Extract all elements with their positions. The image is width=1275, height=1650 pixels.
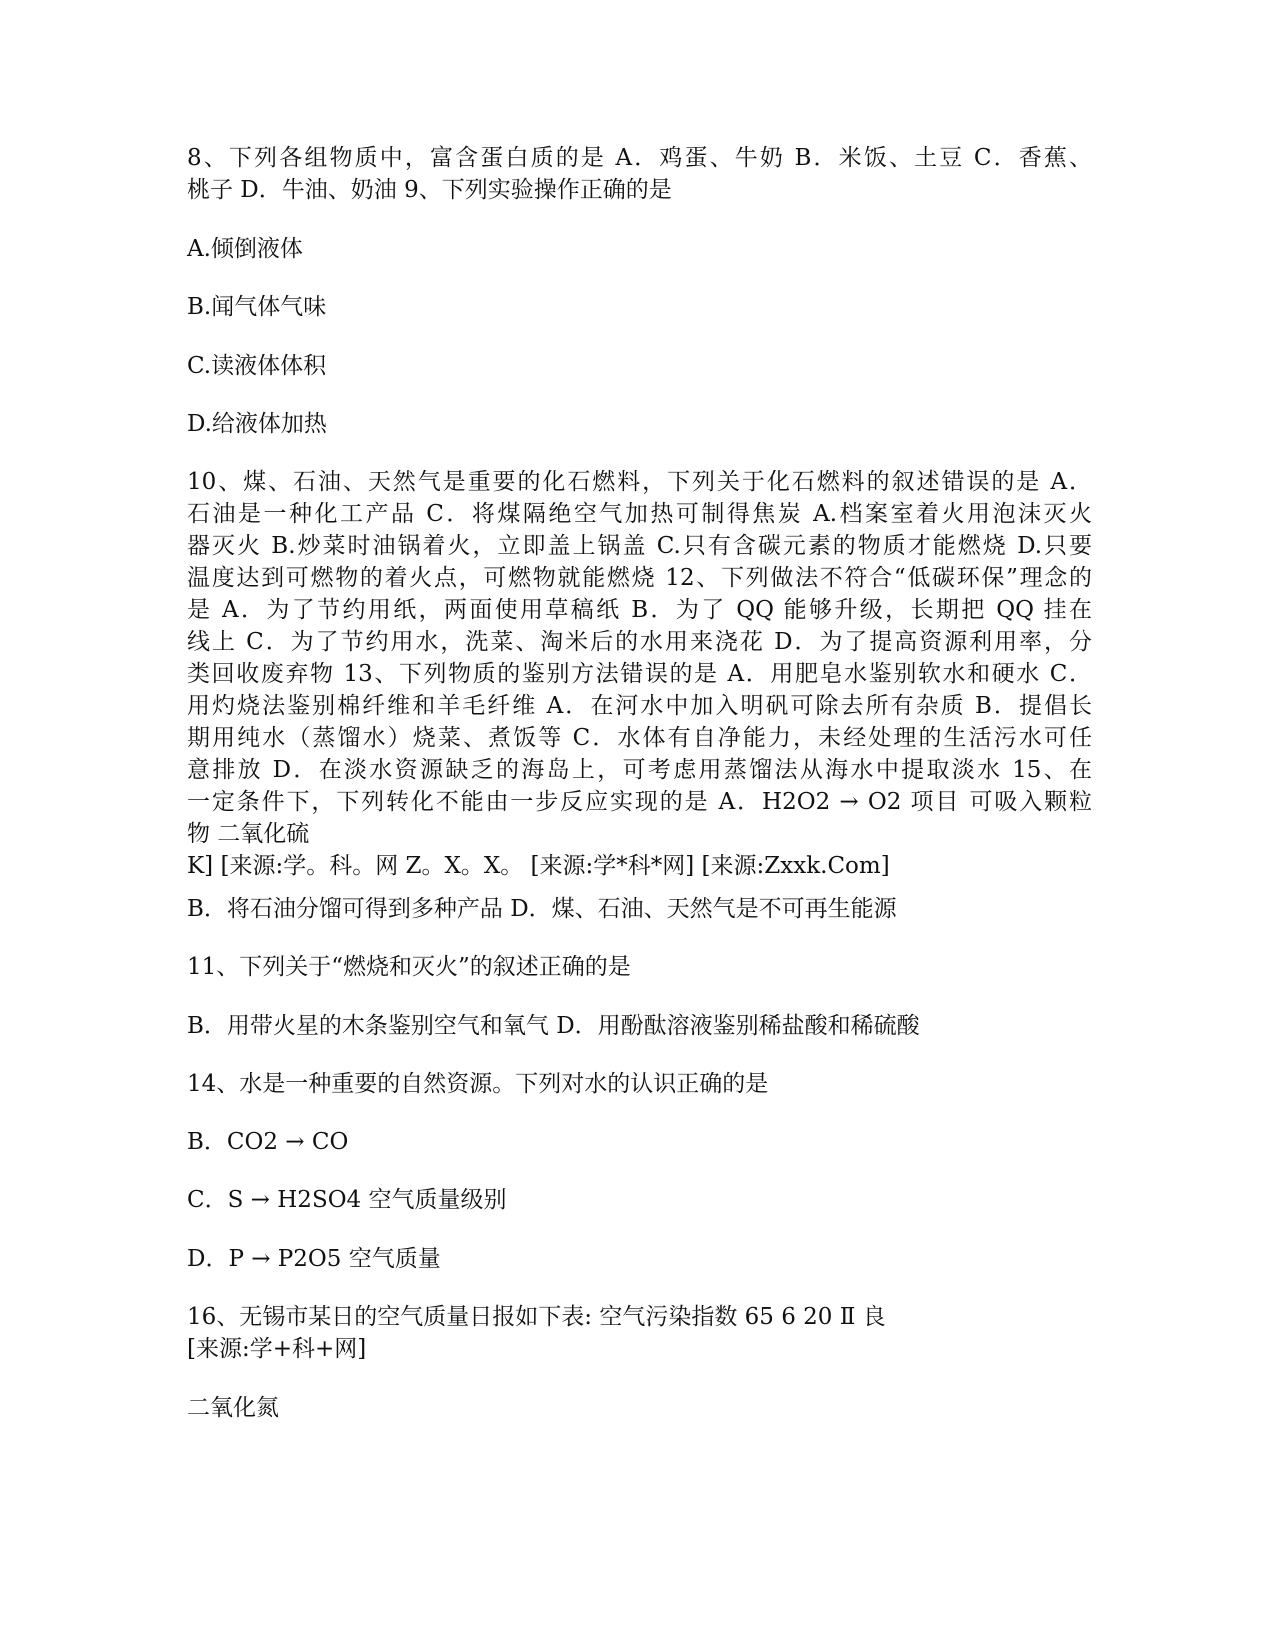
text-line: 8、下列各组物质中，富含蛋白质的是 A．鸡蛋、牛奶 B．米饭、土豆 C．香蕉、 [187,145,1092,171]
text-line: 一定条件下，下列转化不能由一步反应实现的是 A．H2O2 → O2 项目 可吸入颗粒 [187,789,1092,815]
text-line: 期用纯水（蒸馏水）烧菜、煮饭等 C．水体有自净能力，未经处理的生活污水可任 [187,725,1092,751]
option-text: C．S → H2SO4 空气质量级别 [187,1187,507,1213]
option-text: B．将石油分馏可得到多种产品 D．煤、石油、天然气是不可再生能源 [187,896,897,922]
question-15-option-d [187,1243,1092,1275]
question-15-option-b [187,1126,1092,1158]
text-line: 16、无锡市某日的空气质量日报如下表: 空气污染指数 65 6 20 Ⅱ 良 [187,1304,886,1330]
question-9-option-d [187,408,1092,440]
question-9-option-b [187,291,1092,323]
text-line: 10、煤、石油、天然气是重要的化石燃料，下列关于化石燃料的叙述错误的是 A． [187,469,1092,495]
option-text: A.倾倒液体 [187,236,303,262]
question-10-option-b [187,893,1092,925]
question-text: 11、下列关于“燃烧和灭火”的叙述正确的是 [187,954,631,980]
option-text: B．用带火星的木条鉴别空气和氧气 D．用酚酞溶液鉴别稀盐酸和稀硫酸 [187,1013,920,1039]
option-text: C.读液体体积 [187,353,327,379]
source-line: K] [来源:学。科。网 Z。X。X。 [来源:学*科*网] [来源:Zxxk.Com] [187,853,890,879]
questions-10-to-15-paragraph [187,466,1092,882]
text-line: 器灭火 B.炒菜时油锅着火，立即盖上锅盖 C.只有含碳元素的物质才能燃烧 D.只要 [187,533,1092,559]
text-line: 线上 C．为了节约用水，洗菜、淘米后的水用来浇花 D．为了提高资源利用率，分 [187,629,1092,655]
text-line: 温度达到可燃物的着火点，可燃物就能燃烧 12、下列做法不符合“低碳环保”理念的 [187,565,1092,591]
question-text: 14、水是一种重要的自然资源。下列对水的认识正确的是 [187,1071,769,1097]
text-line: 类回收废弃物 13、下列物质的鉴别方法错误的是 A．用肥皂水鉴别软水和硬水 C． [187,661,1092,687]
text-line: 二氧化氮 [187,1395,279,1421]
option-text: D.给液体加热 [187,411,327,437]
text-line: 是 A．为了节约用纸，两面使用草稿纸 B．为了 QQ 能够升级，长期把 QQ 挂在 [187,597,1092,623]
text-line: 用灼烧法鉴别棉纤维和羊毛纤维 A．在河水中加入明矾可除去所有杂质 B．提倡长 [187,693,1092,719]
text-line: 意排放 D．在淡水资源缺乏的海岛上，可考虑用蒸馏法从海水中提取淡水 15、在 [187,757,1092,783]
text-line: 物 二氧化硫 [187,821,310,847]
option-text: B．CO2 → CO [187,1129,349,1155]
question-14-stem [187,1068,1092,1100]
text-line: 桃子 D．牛油、奶油 9、下列实验操作正确的是 [187,177,672,203]
option-text: D．P → P2O5 空气质量 [187,1246,441,1272]
option-text: B.闻气体气味 [187,294,327,320]
question-9-option-a [187,233,1092,265]
question-15-option-c [187,1184,1092,1216]
question-16-paragraph [187,1301,1092,1365]
question-8-paragraph [187,142,1092,206]
text-line: 石油是一种化工产品 C．将煤隔绝空气加热可制得焦炭 A.档案室着火用泡沫灭火 [187,501,1092,527]
source-line: [来源:学+科+网] [187,1336,367,1362]
last-text-line [187,1392,1092,1424]
question-13-option-b [187,1010,1092,1042]
question-11-stem [187,951,1092,983]
question-9-option-c [187,350,1092,382]
